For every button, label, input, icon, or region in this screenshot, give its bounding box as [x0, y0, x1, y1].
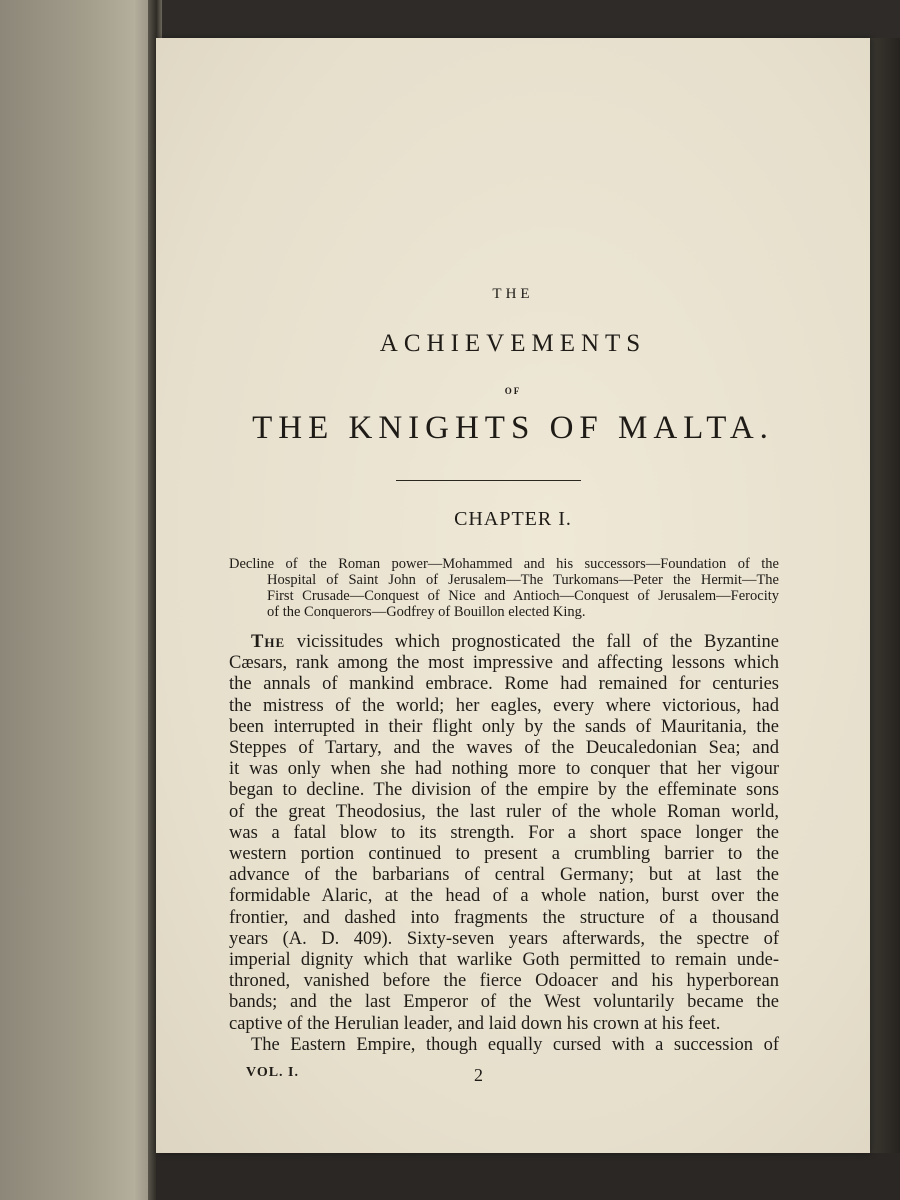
body-line: formidable Alaric, at the head of a whole nation, burst over the [229, 886, 779, 907]
body-line: advance of the barbarians of central Germany; but at last the [229, 865, 779, 886]
facing-page [0, 0, 158, 1200]
body-line-next-paragraph: The Eastern Empire, though equally cursed with a succession of [251, 1034, 779, 1055]
body-line: Steppes of Tartary, and the waves of the Deucaledonian Sea; and [229, 738, 779, 759]
body-line: frontier, and dashed into fragments the structure of a thousand [229, 907, 779, 928]
title-of: OF [504, 386, 522, 396]
body-text [229, 632, 779, 1056]
summary-line: of the Conquerors—Godfrey of Bouillon elected King. [267, 604, 586, 620]
book-page [156, 38, 870, 1153]
chapter-heading: CHAPTER I. [454, 508, 572, 530]
summary-line: Hospital of Saint John of Jerusalem—The Turkomans—Peter the Hermit—The [267, 572, 779, 588]
opening-word: The [251, 632, 286, 652]
body-line: been interrupted in their flight only by the sands of Mauritania, the [229, 716, 779, 737]
body-line: it was only when she had nothing more to conquer that her vigour [229, 759, 779, 780]
body-line: began to decline. The division of the empire by the effeminate sons [229, 780, 779, 801]
body-line: western portion continued to present a crumbling barrier to the [229, 844, 779, 865]
title-achievements: ACHIEVEMENTS [379, 330, 647, 357]
body-line-first: The vicissitudes which prognosticated the fall of the Byzantine [251, 632, 780, 652]
summary-line: First Crusade—Conquest of Nice and Antioch—Conquest of Jerusalem—Ferocity [267, 588, 779, 604]
summary-line: Decline of the Roman power—Mohammed and his successors—Foundation of the [229, 556, 779, 572]
body-line: captive of the Herulian leader, and laid down his crown at his feet. [229, 1013, 721, 1034]
body-line: Cæsars, rank among the most impressive and affecting lessons which [229, 653, 779, 674]
body-line: was a fatal blow to its strength. For a short space longer the [229, 822, 779, 843]
table-background-bottom [156, 1153, 900, 1200]
signature-mark: 2 [474, 1065, 483, 1085]
body-line: throned, vanished before the fierce Odoacer and his hyperborean [229, 971, 779, 992]
body-line: imperial dignity which that warlike Goth permitted to remain unde- [229, 950, 779, 971]
body-line: bands; and the last Emperor of the West voluntarily became the [229, 992, 779, 1013]
body-line: the annals of mankind embrace. Rome had remained for centuries [229, 674, 779, 695]
title-the: THE [492, 286, 534, 302]
main-title: THE KNIGHTS OF MALTA. [252, 410, 774, 446]
body-line: the mistress of the world; her eagles, every where victorious, had [229, 695, 779, 716]
body-line: years (A. D. 409). Sixty-seven years afterwards, the spectre of [229, 928, 779, 949]
volume-signature: VOL. I. [246, 1065, 300, 1080]
body-line: of the great Theodosius, the last ruler of the whole Roman world, [229, 801, 779, 822]
chapter-summary [229, 556, 779, 620]
title-rule [396, 480, 581, 481]
table-background [870, 38, 900, 1153]
